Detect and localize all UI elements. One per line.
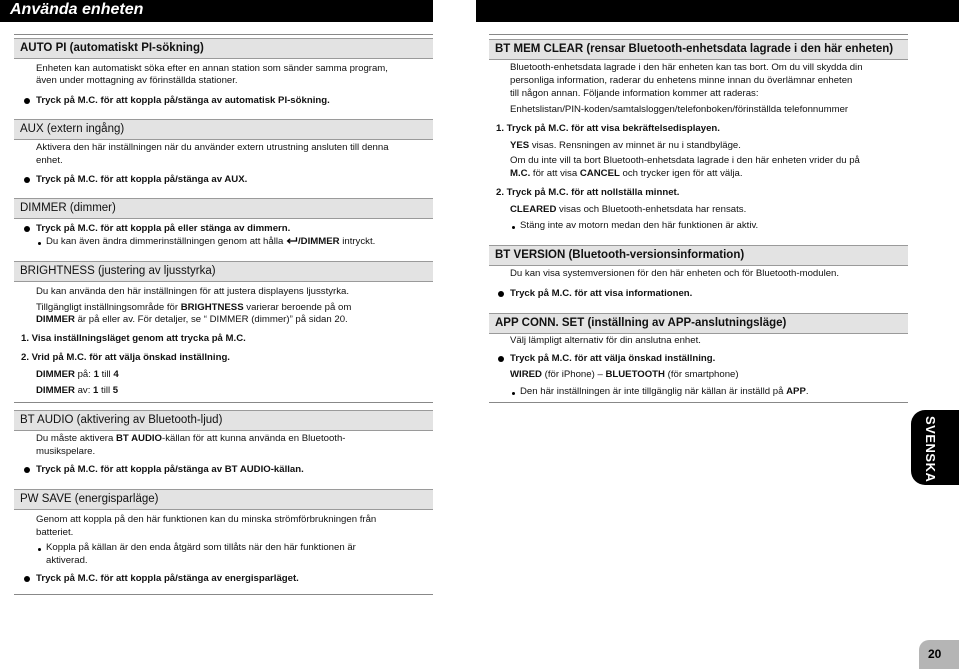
divider	[14, 594, 433, 595]
text-bold: M.C.	[510, 168, 531, 179]
dimmer-off-range	[36, 385, 118, 398]
language-tab-label: SVENSKA	[923, 416, 938, 483]
bt-mem-yes-line	[510, 140, 741, 153]
text: till	[98, 385, 113, 396]
app-conn-step: Tryck på M.C. för att välja önskad inställning.	[510, 353, 716, 364]
section-heading-bt-version: BT VERSION (Bluetooth-versionsinformation)	[489, 245, 908, 266]
dimmer-step: Tryck på M.C. för att koppla på eller stänga av dimmern.	[36, 223, 291, 234]
text-bold: APP	[786, 386, 806, 397]
text: på:	[74, 369, 94, 380]
section-heading-aux: AUX (extern ingång)	[14, 119, 433, 140]
text: är på eller av. För detaljer, se “ DIMMER (dimmer)” på sidan 20.	[74, 314, 348, 325]
text-bold: YES	[510, 140, 530, 151]
auto-pi-description-line-1: Enheten kan automatiskt söka efter en annan station som sänder samma program,	[36, 63, 388, 74]
divider	[489, 402, 908, 403]
pw-save-step: Tryck på M.C. för att koppla på/stänga av energisparläget.	[36, 573, 299, 584]
text-bold: 1	[93, 385, 99, 396]
section-heading-auto-pi: AUTO PI (automatiskt PI-sökning)	[14, 38, 433, 59]
auto-pi-step: Tryck på M.C. för att koppla på/stänga av automatisk PI-sökning.	[36, 95, 330, 106]
text: .	[805, 386, 809, 397]
bt-mem-description-line-3: till någon annan. Följande information kommer att raderas:	[510, 88, 759, 99]
bt-version-description: Du kan visa systemversionen för den här enheten och för Bluetooth-modulen.	[510, 268, 840, 279]
bullet-icon	[24, 98, 30, 104]
bt-version-step: Tryck på M.C. för att visa informationen.	[510, 288, 693, 299]
section-heading-bt-mem-clear: BT MEM CLEAR (rensar Bluetooth-enhetsdata lagrade i den här enheten)	[489, 39, 908, 60]
text-bold: BRIGHTNESS	[180, 302, 244, 313]
note-bullet-icon	[38, 548, 41, 551]
page-title: Använda enheten	[10, 1, 144, 18]
dimmer-note-key: /DIMMER	[297, 236, 340, 247]
text-bold: WIRED	[510, 369, 542, 380]
bullet-icon	[24, 576, 30, 582]
bt-mem-cancel-line-2	[510, 168, 742, 181]
text: Tillgängligt inställningsområde för	[36, 302, 181, 313]
text-bold: 1	[93, 369, 99, 380]
section-heading-bt-audio: BT AUDIO (aktivering av Bluetooth-ljud)	[14, 410, 433, 431]
bullet-icon	[498, 356, 504, 362]
text: Du måste aktivera	[36, 433, 116, 444]
text: visas. Rensningen av minnet är nu i standbyläge.	[529, 140, 741, 151]
header-bar-right	[476, 0, 959, 22]
brightness-description-line-2	[36, 302, 351, 315]
bt-mem-note: Stäng inte av motorn medan den här funktionen är aktiv.	[520, 220, 759, 231]
aux-description-line-2: enhet.	[36, 155, 63, 166]
text-bold: 5	[112, 385, 119, 396]
bullet-icon	[498, 291, 504, 297]
text: av:	[74, 385, 94, 396]
bt-mem-step-1: 1. Tryck på M.C. för att visa bekräftelsedisplayen.	[496, 123, 720, 134]
bt-mem-description-line-1: Bluetooth-enhetsdata lagrade i den här enheten kan tas bort. Om du vill skydda din	[510, 62, 863, 73]
pw-save-description-line-2: batteriet.	[36, 527, 74, 538]
text: -källan för att kunna använda en Bluetooth-	[162, 433, 346, 444]
text: visas och Bluetooth-enhetsdata har rensats.	[556, 204, 747, 215]
app-conn-note	[520, 386, 809, 399]
page-title-bar	[0, 0, 433, 22]
text: (för iPhone) –	[541, 369, 606, 380]
text-bold: DIMMER	[36, 385, 75, 396]
text: varierar beroende på om	[243, 302, 352, 313]
brightness-step-2: 2. Vrid på M.C. för att välja önskad inställning.	[21, 352, 230, 363]
brightness-description-line-3	[36, 314, 348, 327]
text-bold: 4	[113, 369, 119, 380]
text-bold: CANCEL	[579, 168, 620, 179]
note-bullet-icon	[38, 242, 41, 245]
aux-step: Tryck på M.C. för att koppla på/stänga av AUX.	[36, 174, 248, 185]
text: till	[98, 369, 114, 380]
aux-description-line-1: Aktivera den här inställningen när du använder extern utrustning ansluten till denna	[36, 142, 389, 153]
bt-audio-description-line-2: musikspelare.	[36, 446, 96, 457]
text-bold: DIMMER	[36, 314, 75, 325]
return-icon	[286, 236, 298, 245]
text: (för smartphone)	[664, 369, 739, 380]
bt-mem-erased-list: Enhetslistan/PIN-koden/samtalsloggen/telefonboken/förinställda telefonnummer	[510, 104, 849, 115]
bt-mem-description-line-2: personliga information, raderar du enhetens minne innan du överlämnar enheten	[510, 75, 853, 86]
divider	[14, 34, 433, 35]
text-bold: BT AUDIO	[115, 433, 162, 444]
text: för att visa	[530, 168, 580, 179]
brightness-step-1: 1. Visa inställningsläget genom att trycka på M.C.	[21, 333, 246, 344]
section-heading-pw-save: PW SAVE (energisparläge)	[14, 489, 433, 510]
section-heading-app-conn-set: APP CONN. SET (inställning av APP-anslutningsläge)	[489, 313, 908, 334]
auto-pi-description-line-2: även under mottagning av förinställda stationer.	[36, 75, 238, 86]
page-number-tab	[919, 640, 959, 669]
dimmer-on-range	[36, 369, 119, 382]
language-tab	[911, 410, 959, 485]
bullet-icon	[24, 226, 30, 232]
brightness-description-line-1: Du kan använda den här inställningen för att justera displayens ljusstyrka.	[36, 286, 350, 297]
dimmer-note	[46, 236, 375, 249]
bt-mem-cancel-line-1: Om du inte vill ta bort Bluetooth-enhetsdata lagrade i den här enheten vrider du på	[510, 155, 860, 166]
bt-audio-step: Tryck på M.C. för att koppla på/stänga av BT AUDIO-källan.	[36, 464, 304, 475]
text-bold: CLEARED	[510, 204, 557, 215]
bt-mem-step-2: 2. Tryck på M.C. för att nollställa minnet.	[496, 187, 680, 198]
page-number: 20	[928, 647, 942, 661]
text-bold: BLUETOOTH	[605, 369, 665, 380]
divider	[14, 402, 433, 403]
app-conn-description: Välj lämpligt alternativ för din anslutna enhet.	[510, 335, 701, 346]
text: och trycker igen för att välja.	[619, 168, 743, 179]
bt-mem-cleared-line	[510, 204, 746, 217]
pw-save-note-line-2: aktiverad.	[46, 555, 88, 566]
section-heading-dimmer: DIMMER (dimmer)	[14, 198, 433, 219]
app-conn-options	[510, 369, 739, 382]
note-bullet-icon	[512, 392, 515, 395]
section-heading-brightness: BRIGHTNESS (justering av ljusstyrka)	[14, 261, 433, 282]
note-bullet-icon	[512, 226, 515, 229]
dimmer-note-end: intryckt.	[339, 236, 376, 247]
bullet-icon	[24, 177, 30, 183]
text: Den här inställningen är inte tillgänglig när källan är inställd på	[520, 386, 787, 397]
text-bold: DIMMER	[36, 369, 75, 380]
pw-save-note-line-1: Koppla på källan är den enda åtgärd som tillåts när den här funktionen är	[46, 542, 356, 553]
bt-audio-description-line-1	[36, 433, 345, 446]
pw-save-description-line-1: Genom att koppla på den här funktionen kan du minska strömförbrukningen från	[36, 514, 377, 525]
dimmer-note-text: Du kan även ändra dimmerinställningen genom att hålla	[46, 236, 286, 247]
divider	[489, 34, 908, 35]
bullet-icon	[24, 467, 30, 473]
